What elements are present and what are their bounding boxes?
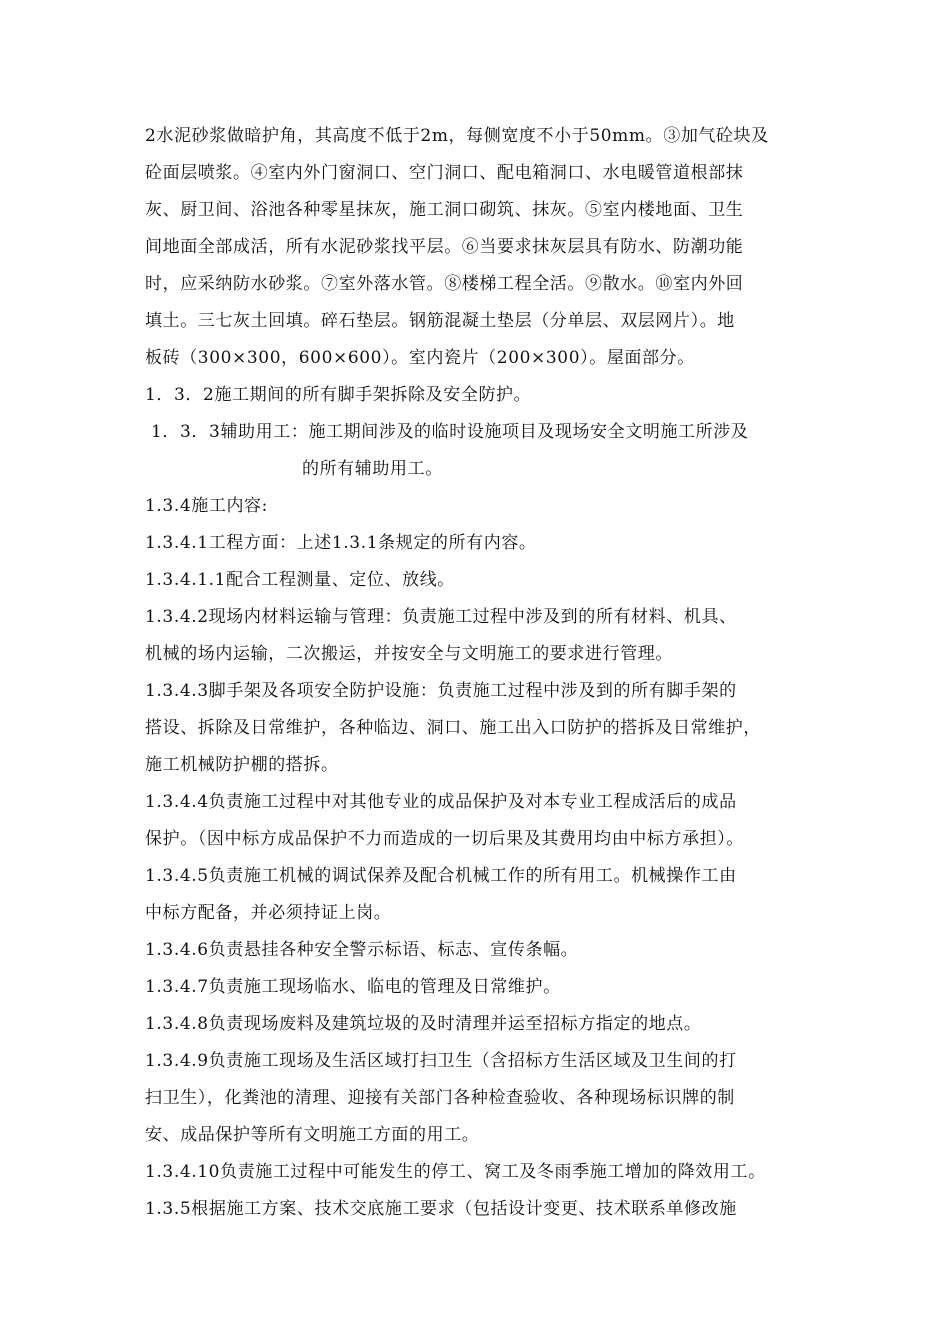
text-line: 搭设、拆除及日常维护，各种临边、洞口、施工出入口防护的搭拆及日常维护， (145, 718, 761, 738)
text-line: 砼面层喷浆。④室内外门窗洞口、空门洞口、配电箱洞口、水电暖管道根部抹 (145, 163, 744, 183)
text-line: 1.3.4.9负责施工现场及生活区域打扫卫生（含招标方生活区域及卫生间的打 (145, 1051, 737, 1071)
text-line: 1.3.4.3脚手架及各项安全防护设施：负责施工过程中涉及到的所有脚手架的 (145, 681, 737, 701)
text-line: 1．3．2施工期间的所有脚手架拆除及安全防护。 (145, 385, 532, 405)
text-line: 时，应采纳防水砂浆。⑦室外落水管。⑧楼梯工程全活。⑨散水。⑩室内外回 (145, 274, 744, 294)
text-line: 1.3.4.7负责施工现场临水、临电的管理及日常维护。 (145, 977, 561, 997)
text-line: 填土。三七灰土回填。碎石垫层。钢筋混凝土垫层（分单层、双层网片）。地 (145, 311, 735, 331)
text-line: 间地面全部成活，所有水泥砂浆找平层。⑥当要求抹灰层具有防水、防潮功能 (145, 237, 744, 257)
text-line: 1.3.4.6负责悬挂各种安全警示标语、标志、宣传条幅。 (145, 940, 579, 960)
text-line: 1.3.4.2现场内材料运输与管理：负责施工过程中涉及到的所有材料、机具、 (145, 607, 737, 627)
text-line: 扫卫生），化粪池的清理、迎接有关部门各种检查验收、各种现场标识牌的制 (145, 1088, 735, 1108)
text-line: 中标方配备，并必须持证上岗。 (145, 903, 392, 923)
text-line: 施工机械防护棚的搭拆。 (145, 755, 339, 775)
text-line: 1.3.4施工内容: (145, 496, 268, 516)
text-line: 1.3.4.1工程方面：上述1.3.1条规定的所有内容。 (145, 533, 537, 553)
text-line: 2水泥砂浆做暗护角，其高度不低于2m，每侧宽度不小于50mm。③加气砼块及 (145, 126, 769, 146)
text-line: 1.3.4.5负责施工机械的调试保养及配合机械工作的所有用工。机械操作工由 (145, 866, 737, 886)
text-line: 的所有辅助用工。 (302, 459, 443, 479)
text-line: 1.3.4.1.1配合工程测量、定位、放线。 (145, 570, 455, 590)
text-line: 1.3.5根据施工方案、技术交底施工要求（包括设计变更、技术联系单修改施 (145, 1199, 737, 1219)
text-line: 板砖（300×300，600×600）。室内瓷片（200×300）。屋面部分。 (145, 348, 695, 368)
document-body (145, 118, 817, 1228)
text-line: 1．3．3辅助用工：施工期间涉及的临时设施项目及现场安全文明施工所涉及 (151, 422, 749, 442)
text-line: 灰、厨卫间、浴池各种零星抹灰，施工洞口砌筑、抹灰。⑤室内楼地面、卫生 (145, 200, 744, 220)
text-line: 机械的场内运输，二次搬运，并按安全与文明施工的要求进行管理。 (145, 644, 673, 664)
text-line: 1.3.4.10负责施工过程中可能发生的停工、窝工及冬雨季施工增加的降效用工。 (145, 1162, 766, 1182)
text-line: 保护。（因中标方成品保护不力而造成的一切后果及其费用均由中标方承担）。 (145, 829, 744, 849)
text-line: 1.3.4.4负责施工过程中对其他专业的成品保护及对本专业工程成活后的成品 (145, 792, 737, 812)
text-line: 安、成品保护等所有文明施工方面的用工。 (145, 1125, 480, 1145)
text-line: 1.3.4.8负责现场废料及建筑垃圾的及时清理并运至招标方指定的地点。 (145, 1014, 702, 1034)
